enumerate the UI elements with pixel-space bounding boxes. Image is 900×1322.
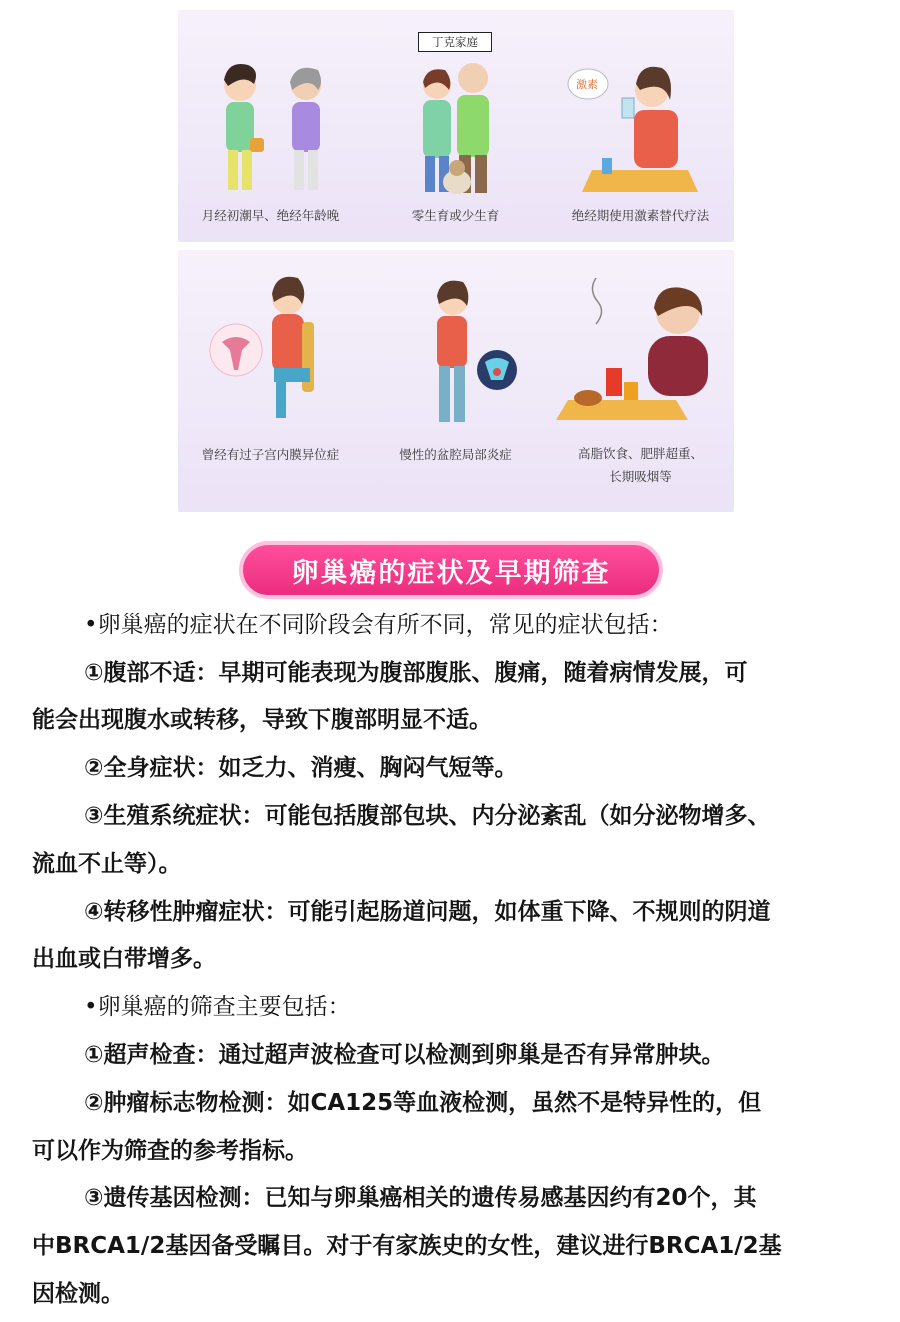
symptom-1-line-2: 能会出现腹水或转移，导致下腹部明显不适。 [32, 707, 492, 733]
caption-line-1: 高脂饮食、肥胖超重、 [577, 446, 703, 461]
mother-daughter-illustration [178, 10, 363, 210]
symptom-1-line-1: ①腹部不适：早期可能表现为腹部腹胀、腹痛，随着病情发展，可 [84, 660, 748, 686]
caption: 曾经有过子宫内膜异位症 [201, 447, 340, 462]
screening-1: ①超声检查：通过超声波检查可以检测到卵巢是否有异常肿块。 [84, 1042, 725, 1068]
screening-3-line-1: ③遗传基因检测：已知与卵巢癌相关的遗传易感基因约有20个，其 [84, 1185, 757, 1211]
caption: 慢性的盆腔局部炎症 [399, 447, 512, 462]
unhealthy-lifestyle-illustration [548, 250, 733, 450]
symptom-4-line-2: 出血或白带增多。 [32, 946, 216, 972]
screening-3-line-3: 因检测。 [32, 1281, 124, 1307]
risk-factors-panel-top [178, 10, 734, 242]
dink-sign: 丁克家庭 [418, 32, 492, 52]
caption-line-2: 长期吸烟等 [609, 469, 672, 484]
symptom-2: ②全身症状：如乏力、消瘦、胸闷气短等。 [84, 755, 518, 781]
hormone-bubble: 激素 [576, 78, 598, 91]
section-title: 卵巢癌的症状及早期筛查 [291, 557, 611, 589]
symptom-4-line-1: ④转移性肿瘤症状：可能引起肠道问题，如体重下降、不规则的阴道 [84, 899, 771, 925]
section-title-banner [243, 545, 659, 595]
hormone-therapy-illustration [548, 10, 733, 210]
caption: 零生育或少生育 [411, 208, 500, 223]
symptoms-intro: •卵巢癌的症状在不同阶段会有所不同，常见的症状包括： [84, 612, 673, 638]
screening-2-line-1: ②肿瘤标志物检测：如CA125等血液检测，虽然不是特异性的，但 [84, 1090, 762, 1116]
pelvic-inflammation-illustration [363, 250, 548, 450]
caption: 绝经期使用激素替代疗法 [571, 208, 710, 223]
screening-3-line-2: 中BRCA1/2基因备受瞩目。对于有家族史的女性，建议进行BRCA1/2基 [32, 1233, 782, 1259]
screening-intro: •卵巢癌的筛查主要包括： [84, 994, 351, 1020]
screening-2-line-2: 可以作为筛查的参考指标。 [32, 1138, 308, 1164]
endometriosis-illustration [178, 250, 363, 450]
caption: 月经初潮早、绝经年龄晚 [201, 208, 340, 223]
symptom-3-line-2: 流血不止等）。 [32, 851, 182, 877]
symptom-3-line-1: ③生殖系统症状：可能包括腹部包块、内分泌紊乱（如分泌物增多、 [84, 803, 771, 829]
risk-factors-panel-bottom [178, 250, 734, 512]
dink-family-illustration [363, 10, 548, 210]
